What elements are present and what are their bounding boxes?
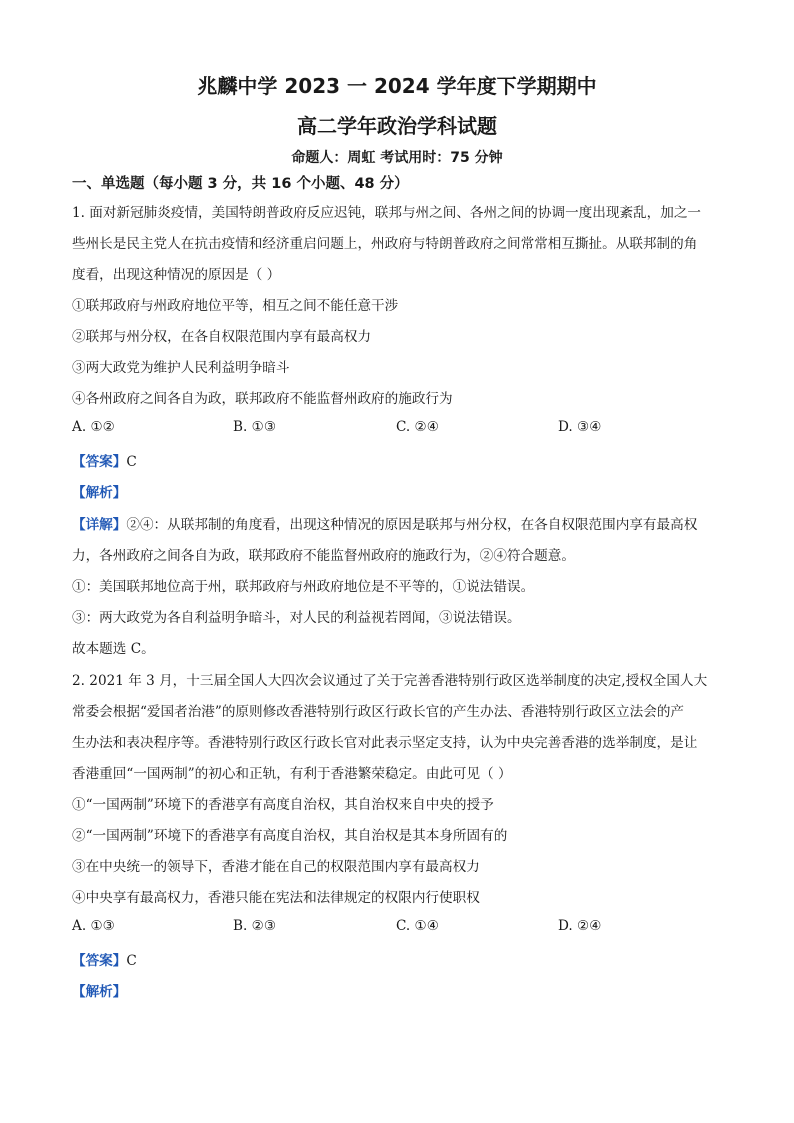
q2-options [72,918,724,938]
q2-item: ④中央享有最高权力，香港只能在宪法和法律规定的权限内行使职权 [72,890,480,906]
q2-option-b[interactable]: B. ②③ [233,918,277,934]
q2-item: ③在中央统一的领导下，香港才能在自己的权限范围内享有最高权力 [72,859,480,875]
q1-detail-line [72,513,724,533]
exam-title: 兆麟中学 2023 一 2024 学年度下学期期中 [197,74,597,98]
q1-answer [72,450,724,470]
answer-value: C [126,454,137,470]
detail-text: ②④：从联邦制的角度看，出现这种情况的原因是联邦与州分权，在各自权限范围内享有最高权 [126,517,698,533]
q1-detail-line: ①：美国联邦地位高于州，联邦政府与州政府地位是不平等的，①说法错误。 [72,579,535,595]
answer-label: 【答案】 [72,953,127,969]
q1-item: ③两大政党为维护人民利益明争暗斗 [72,360,290,376]
q1-conclusion: 故本题选 C。 [72,641,155,657]
q2-item: ②“一国两制”环境下的香港享有高度自治权，其自治权是其本身所固有的 [72,828,508,844]
q1-detail-line: ③：两大政党为各自利益明争暗斗，对人民的利益视若罔闻，③说法错误。 [72,610,521,626]
q1-option-d[interactable]: D. ③④ [558,419,602,435]
q2-answer [72,949,724,969]
q1-detail-line: 力，各州政府之间各自为政，联邦政府不能监督州政府的施政行为，②④符合题意。 [72,548,575,564]
q1-option-c[interactable]: C. ②④ [396,419,439,435]
q2-option-a[interactable]: A. ①③ [72,918,115,934]
exam-meta: 命题人：周虹 考试用时：75 分钟 [291,150,503,166]
q1-options [72,419,724,439]
q2-item: ①“一国两制”环境下的香港享有高度自治权，其自治权来自中央的授予 [72,797,494,813]
q2-option-c[interactable]: C. ①④ [396,918,439,934]
section-heading: 一、单选题（每小题 3 分，共 16 个小题、48 分） [72,176,409,192]
answer-value: C [126,953,137,969]
q1-item: ④各州政府之间各自为政，联邦政府不能监督州政府的施政行为 [72,391,453,407]
q2-stem-line: 常委会根据“爱国者治港”的原则修改香港特别行政区行政长官的产生办法、香港特别行政区立法会的产 [72,704,685,720]
q1-item: ①联邦政府与州政府地位平等，相互之间不能任意干涉 [72,298,399,314]
q2-stem-line: 生办法和表决程序等。香港特别行政区行政长官对此表示坚定支持，认为中央完善香港的选举制度，是让 [72,735,698,751]
q1-option-a[interactable]: A. ①② [72,419,115,435]
q1-stem-line: 度看，出现这种情况的原因是（ ） [72,267,281,283]
q2-analysis [72,980,724,1000]
q1-item: ②联邦与州分权，在各自权限范围内享有最高权力 [72,329,372,345]
q1-stem-line: 些州长是民主党人在抗击疫情和经济重启问题上，州政府与特朗普政府之间常常相互撕扯。从联邦制的角 [72,236,698,252]
q1-option-b[interactable]: B. ①③ [233,419,277,435]
q2-option-d[interactable]: D. ②④ [558,918,602,934]
q2-stem-line: 香港重回“一国两制”的初心和正轨，有利于香港繁荣稳定。由此可见（ ） [72,766,512,782]
detail-label: 【详解】 [72,517,127,533]
analysis-label: 【解析】 [72,485,127,501]
exam-subtitle: 高二学年政治学科试题 [297,114,497,138]
answer-label: 【答案】 [72,454,127,470]
analysis-label: 【解析】 [72,984,127,1000]
q2-stem-line: 2. 2021 年 3 月，十三届全国人大四次会议通过了关于完善香港特别行政区选举制度的决定,授权全国人大 [72,673,708,689]
q1-stem-line: 1. 面对新冠肺炎疫情，美国特朗普政府反应迟钝，联邦与州之间、各州之间的协调一度出现紊乱，加之一 [72,205,702,221]
q1-analysis [72,481,724,501]
